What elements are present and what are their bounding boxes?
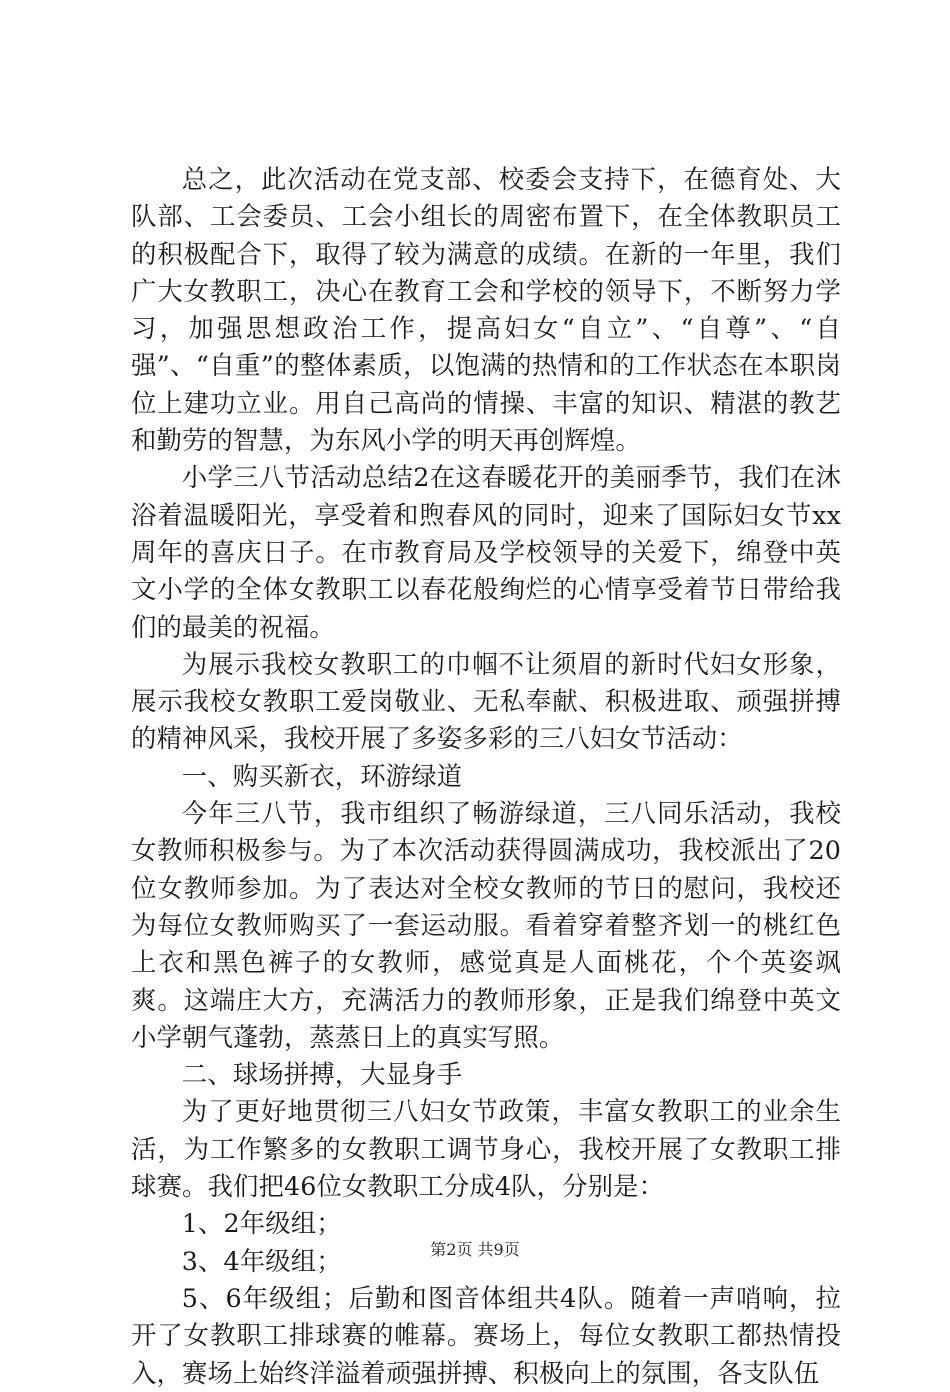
paragraph-volleyball: 为了更好地贯彻三八妇女节政策，丰富女教职工的业余生活，为工作繁多的女教职工调节身心，我校开展了女教职工排球赛。我们把46位女教职工分成4队，分别是： — [131, 1096, 841, 1202]
section-heading-2: 二、球场拼搏，大显身手 — [181, 1059, 463, 1090]
list-item-team-3: 5、6年级组；后勤和图音体组共4队。随着一声哨响，拉开了女教职工排球赛的帷幕。赛场上，每位女教职工都热情投入，赛场上始终洋溢着顽强拼搏、积极向上的氛围，各支队伍 — [131, 1282, 841, 1388]
paragraph-summary: 总之，此次活动在党支部、校委会支持下，在德育处、大队部、工会委员、工会小组长的周密布置下，在全体教职员工的积极配合下，取得了较为满意的成绩。在新的一年里，我们广大女教职工，决心在教育工会和学校的领导下，不断努力学习，加强思想政治工作，提高妇女“自立”、“自尊”、“自强”、“自重”的整体素质，以饱满的热情和的工作状态在本职岗位上建功立业。用自己高尚的情操、丰富的知识、精湛的教艺和勤劳的智慧，为东风小学的明天再创辉煌。 — [131, 164, 841, 456]
list-item-team-2: 3、4年级组； — [181, 1245, 342, 1276]
page-number: 第2页 共9页 — [430, 1240, 520, 1259]
paragraph-showcase: 为展示我校女教职工的巾帼不让须眉的新时代妇女形象，展示我校女教职工爱岗敬业、无私奉献、积极进取、顽强拼搏的精神风采，我校开展了多姿多彩的三八妇女节活动： — [131, 648, 841, 754]
section-heading-1: 一、购买新衣，环游绿道 — [181, 760, 463, 791]
paragraph-greenway: 今年三八节，我市组织了畅游绿道，三八同乐活动，我校女教师积极参与。为了本次活动获得圆满成功，我校派出了20位女教师参加。为了表达对全校女教师的节日的慰问，我校还为每位女教师购买了一套运动服。看着穿着整齐划一的桃红色上衣和黑色裤子的女教师，感觉真是人面桃花，个个英姿飒爽。这端庄大方，充满活力的教师形象，正是我们绵登中英文小学朝气蓬勃，蒸蒸日上的真实写照。 — [131, 798, 841, 1052]
paragraph-activity-summary-2: 小学三八节活动总结2在这春暖花开的美丽季节，我们在沐浴着温暖阳光，享受着和煦春风的同时，迎来了国际妇女节xx周年的喜庆日子。在市教育局及学校领导的关爱下，绵登中英文小学的全体女教职工以春花般绚烂的心情享受着节日带给我们的最美的祝福。 — [131, 462, 841, 642]
document-body — [131, 161, 841, 1392]
list-item-team-1: 1、2年级组； — [181, 1208, 342, 1239]
